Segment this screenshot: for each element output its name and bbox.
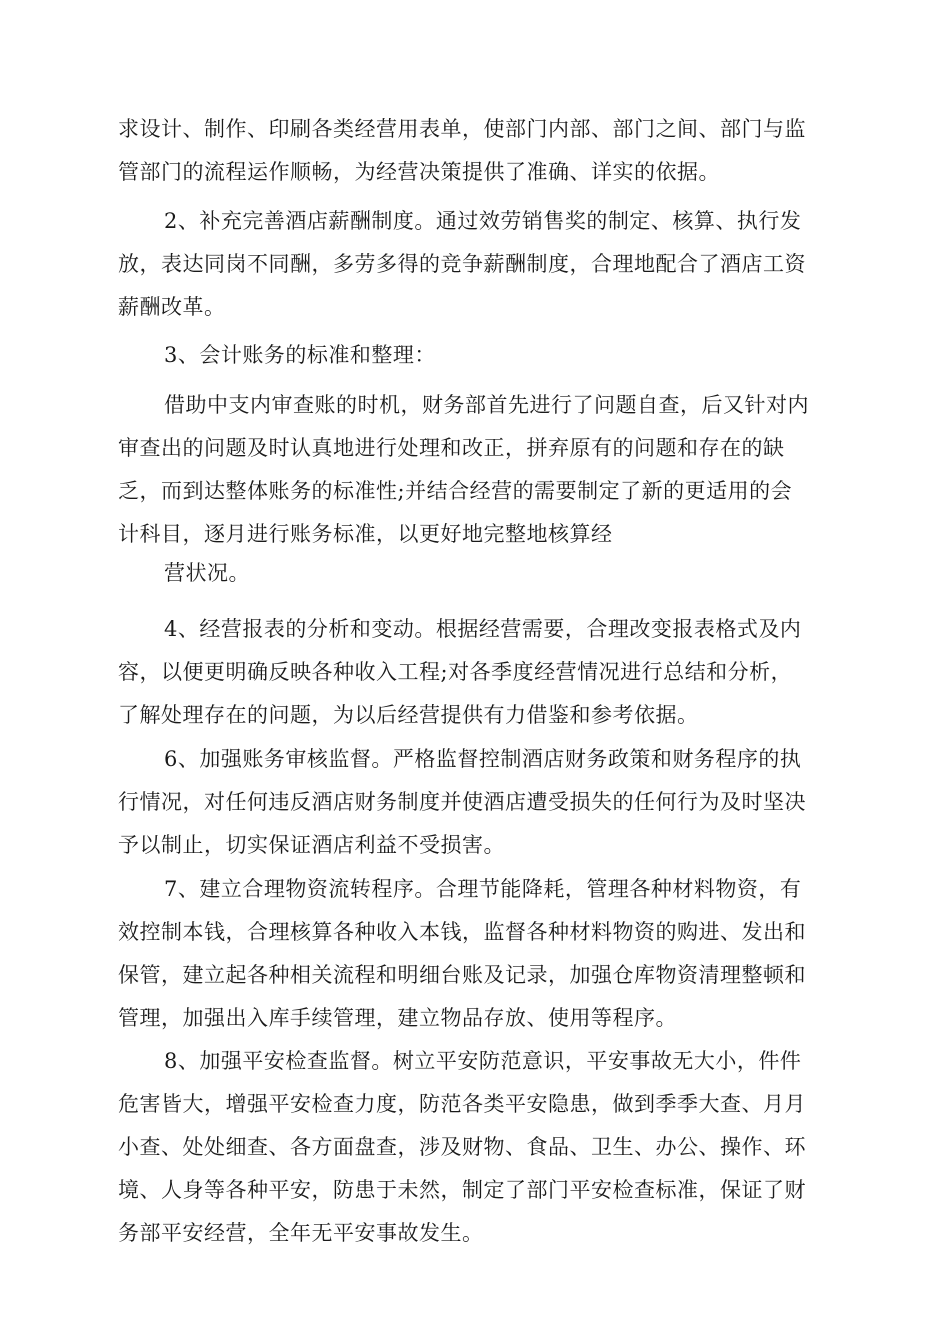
text-line: 放，表达同岗不同酬，多劳多得的竞争薪酬制度，合理地配合了酒店工资 [118, 252, 806, 276]
paragraph-item-3-heading [118, 334, 834, 377]
paragraph-item-8 [118, 1040, 834, 1255]
paragraph-item-4 [118, 608, 834, 737]
text-line: 小查、处处细查、各方面盘查，涉及财物、食品、卫生、办公、操作、环 [118, 1135, 806, 1159]
text-line: 管理，加强出入库手续管理，建立物品存放、使用等程序。 [118, 1006, 677, 1030]
text-line: 危害皆大，增强平安检查力度，防范各类平安隐患，做到季季大查、月月 [118, 1092, 806, 1116]
text-line: 乏，而到达整体账务的标准性;并结合经营的需要制定了新的更适用的会 [118, 479, 793, 503]
text-line: 薪酬改革。 [118, 295, 226, 319]
text-line: 4、经营报表的分析和变动。根据经营需要，合理改变报表格式及内 [164, 617, 802, 641]
paragraph-item-3-body [118, 384, 834, 556]
text-line: 了解处理存在的问题，为以后经营提供有力借鉴和参考依据。 [118, 703, 699, 727]
text-line: 效控制本钱，合理核算各种收入本钱，监督各种材料物资的购进、发出和 [118, 920, 806, 944]
paragraph-continued [118, 108, 834, 194]
text-line: 予以制止，切实保证酒店利益不受损害。 [118, 833, 505, 857]
text-line: 务部平安经营，全年无平安事故发生。 [118, 1221, 484, 1245]
text-line: 6、加强账务审核监督。严格监督控制酒店财务政策和财务程序的执 [164, 747, 802, 771]
text-line: 借助中支内审查账的时机，财务部首先进行了问题自查，后又针对内 [164, 393, 809, 417]
text-line: 7、建立合理物资流转程序。合理节能降耗，管理各种材料物资，有 [164, 877, 802, 901]
paragraph-item-2 [118, 200, 834, 329]
paragraph-item-3-tail [118, 552, 834, 595]
paragraph-item-6 [118, 738, 834, 867]
text-line: 保管，建立起各种相关流程和明细台账及记录，加强仓库物资清理整顿和 [118, 963, 806, 987]
text-line: 计科目，逐月进行账务标准，以更好地完整地核算经 [118, 522, 613, 546]
text-line: 2、补充完善酒店薪酬制度。通过效劳销售奖的制定、核算、执行发 [164, 209, 802, 233]
text-line: 管部门的流程运作顺畅，为经营决策提供了准确、详实的依据。 [118, 160, 720, 184]
text-line: 营状况。 [164, 561, 250, 585]
text-line: 3、会计账务的标准和整理： [164, 343, 436, 367]
text-line: 行情况，对任何违反酒店财务制度并使酒店遭受损失的任何行为及时坚决 [118, 790, 806, 814]
text-line: 8、加强平安检查监督。树立平安防范意识，平安事故无大小，件件 [164, 1049, 802, 1073]
paragraph-item-7 [118, 868, 834, 1040]
text-line: 容，以便更明确反映各种收入工程;对各季度经营情况进行总结和分析， [118, 660, 793, 684]
text-line: 境、人身等各种平安，防患于未然，制定了部门平安检查标准，保证了财 [118, 1178, 806, 1202]
text-line: 审查出的问题及时认真地进行处理和改正，拼弃原有的问题和存在的缺 [118, 436, 785, 460]
text-line: 求设计、制作、印刷各类经营用表单，使部门内部、部门之间、部门与监 [118, 117, 806, 141]
